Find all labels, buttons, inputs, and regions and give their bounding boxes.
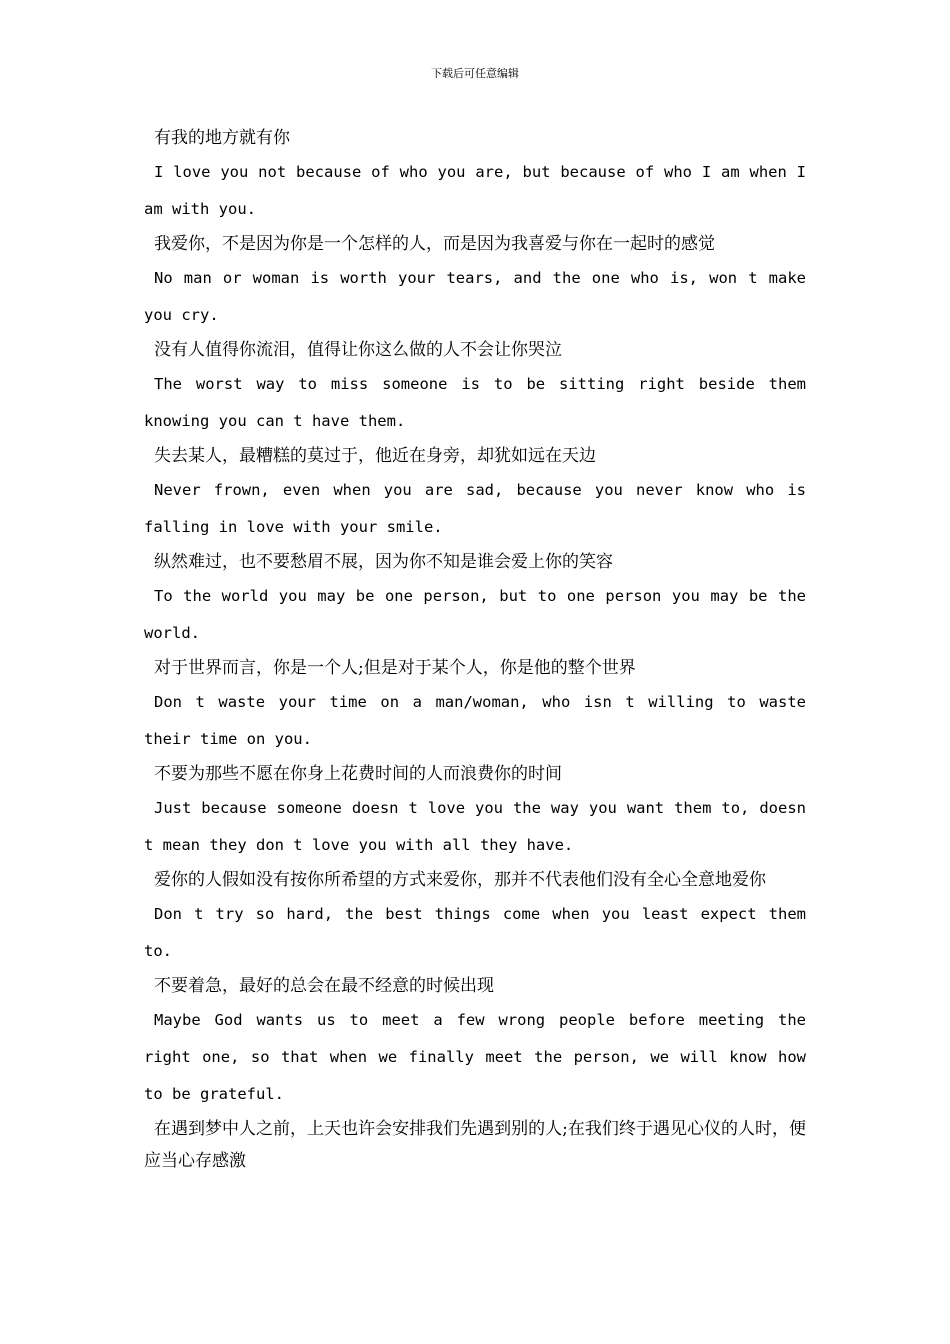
- paragraph-en: No man or woman is worth your tears, and the one who is, won t make you cry.: [144, 269, 806, 324]
- paragraph-en: Don t try so hard, the best things come when you least expect them to.: [144, 905, 806, 960]
- paragraph-zh: 纵然难过，也不要愁眉不展，因为你不知是谁会爱上你的笑容: [154, 552, 613, 572]
- paragraph-zh: 我爱你，不是因为你是一个怎样的人，而是因为我喜爱与你在一起时的感觉: [154, 234, 715, 254]
- paragraph-en: Maybe God wants us to meet a few wrong people before meeting the right one, so that when we finally meet the person, we will know how to be grateful.: [144, 1011, 806, 1103]
- paragraph-zh: 在遇到梦中人之前，上天也许会安排我们先遇到别的人;在我们终于遇见心仪的人时，便应当心存感激: [144, 1119, 806, 1171]
- paragraph-en: To the world you may be one person, but to one person you may be the world.: [144, 587, 806, 642]
- paragraph-zh: 爱你的人假如没有按你所希望的方式来爱你，那并不代表他们没有全心全意地爱你: [154, 870, 766, 890]
- paragraph-zh: 有我的地方就有你: [154, 128, 290, 148]
- paragraph-zh: 不要着急，最好的总会在最不经意的时候出现: [154, 976, 494, 996]
- paragraph-en: Never frown, even when you are sad, because you never know who is falling in love with your smile.: [144, 481, 806, 536]
- paragraph-zh: 不要为那些不愿在你身上花费时间的人而浪费你的时间: [154, 764, 562, 784]
- document-body: [144, 122, 806, 1177]
- paragraph-en: The worst way to miss someone is to be sitting right beside them knowing you can t have them.: [144, 375, 806, 430]
- paragraph-zh: 没有人值得你流泪，值得让你这么做的人不会让你哭泣: [154, 340, 562, 360]
- paragraph-en: Don t waste your time on a man/woman, who isn t willing to waste their time on you.: [144, 693, 806, 748]
- paragraph-zh: 失去某人，最糟糕的莫过于，他近在身旁，却犹如远在天边: [154, 446, 596, 466]
- paragraph-zh: 对于世界而言，你是一个人;但是对于某个人，你是他的整个世界: [154, 658, 636, 678]
- paragraph-en: Just because someone doesn t love you the way you want them to, doesn t mean they don t love you with all they have.: [144, 799, 806, 854]
- page-header: 下载后可任意编辑: [431, 67, 519, 80]
- paragraph-en: I love you not because of who you are, but because of who I am when I am with you.: [144, 163, 806, 218]
